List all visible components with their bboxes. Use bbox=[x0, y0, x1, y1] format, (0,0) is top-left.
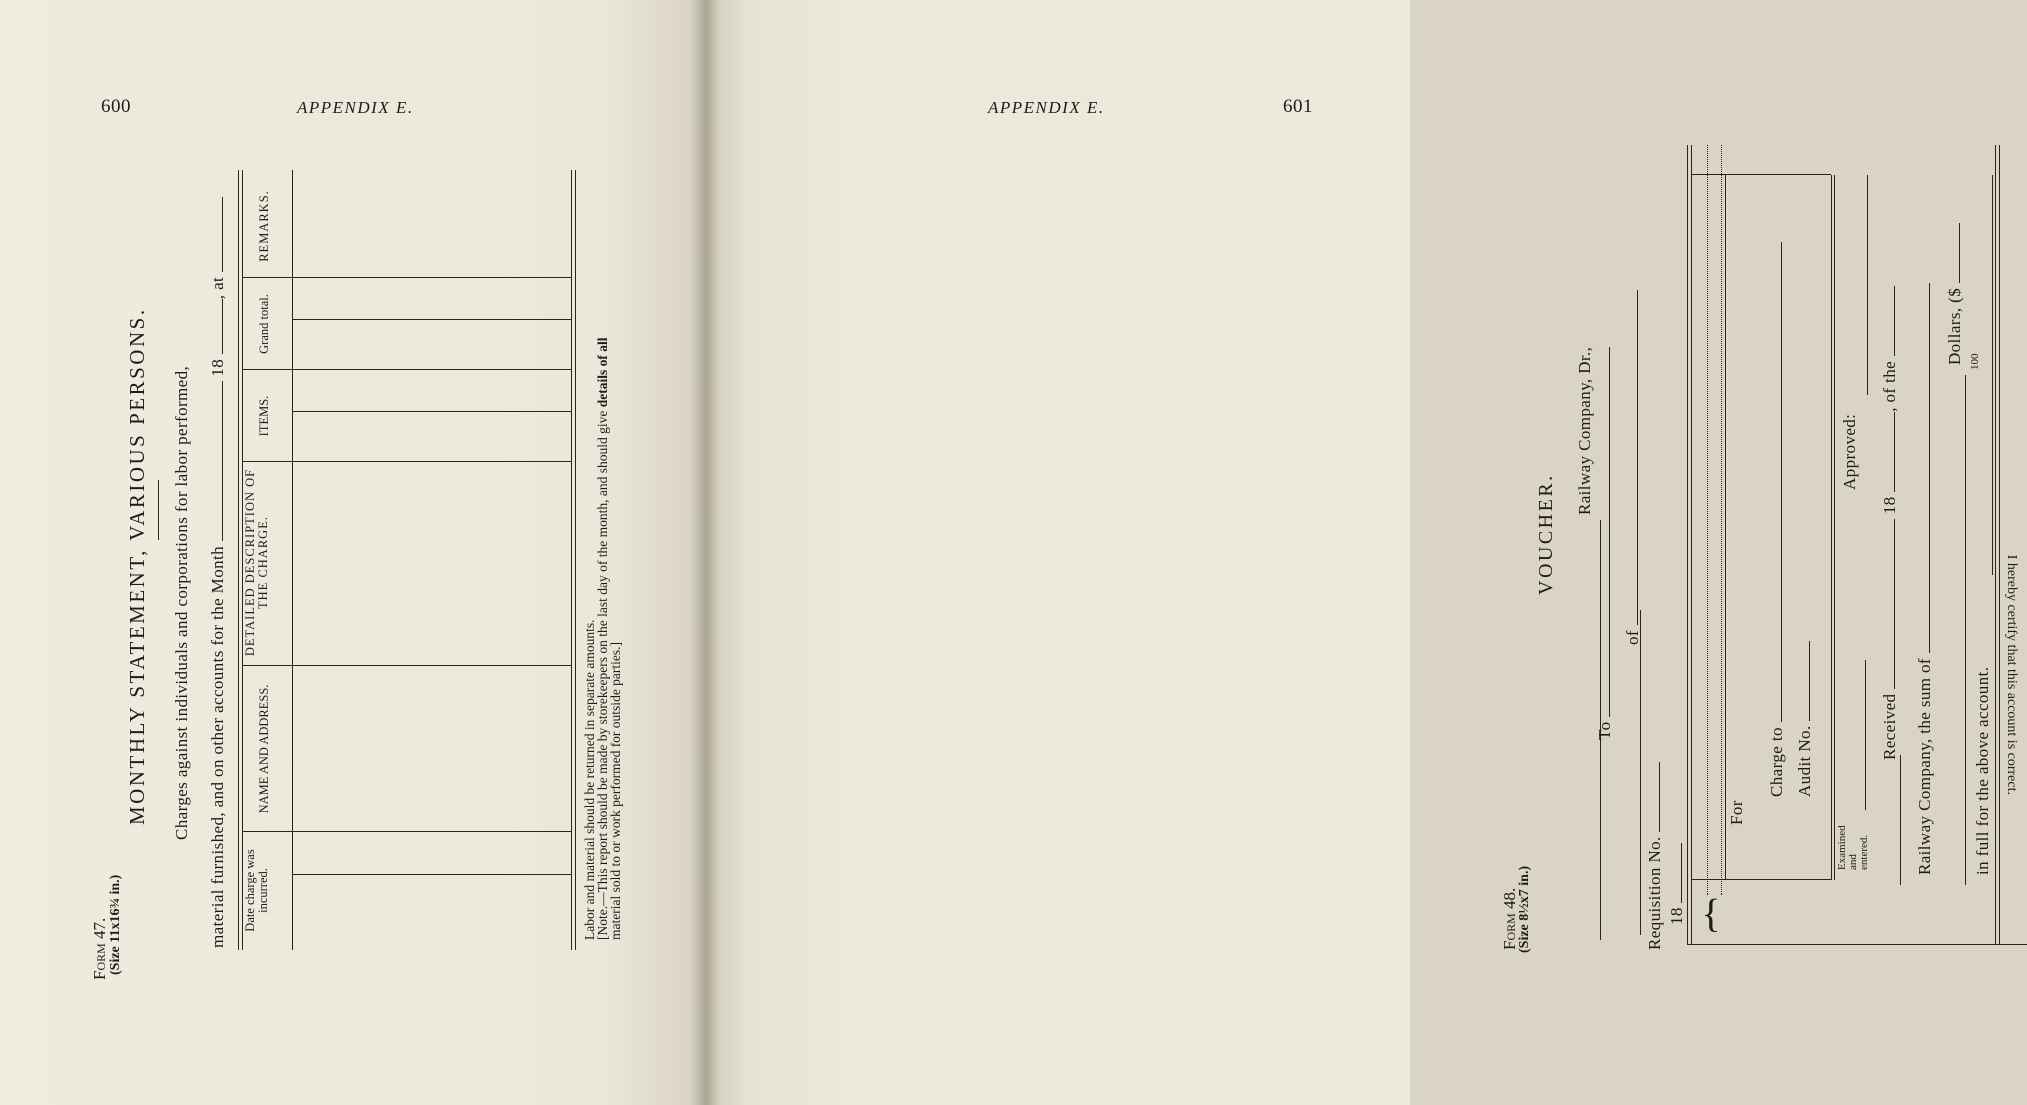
form-47-title: MONTHLY STATEMENT, VARIOUS PERSONS. bbox=[125, 307, 149, 825]
of-line bbox=[1623, 290, 1643, 645]
line2-text-a: material furnished, and on other accounts for the Month bbox=[208, 545, 227, 948]
book-gutter bbox=[690, 0, 720, 1105]
audit-no-line bbox=[1795, 641, 1815, 797]
right-page bbox=[705, 0, 2019, 1105]
form-48-title: VOUCHER. bbox=[1535, 473, 1557, 595]
certify-line: I hereby certify that this account is correct. bbox=[2004, 554, 2019, 795]
requisition-date-line bbox=[1667, 843, 1687, 925]
requisition-line bbox=[1645, 762, 1665, 950]
right-running-head: APPENDIX E. bbox=[988, 98, 1105, 117]
box-right bbox=[1691, 174, 1831, 175]
requisition-label: Requisition No. bbox=[1645, 836, 1664, 950]
table-bottom-rule-2 bbox=[575, 170, 576, 950]
form-48 bbox=[1495, 145, 2025, 975]
note-2-bold: details of all bbox=[595, 337, 610, 408]
left-page bbox=[0, 0, 705, 1105]
right-page-number: 601 bbox=[1283, 96, 1313, 117]
received-year: 18 bbox=[1880, 496, 1899, 515]
audit-no-blank[interactable] bbox=[1808, 641, 1810, 721]
col-header-grand-total: Grand total. bbox=[257, 294, 271, 354]
of-the-blank[interactable] bbox=[1893, 286, 1895, 356]
dollars-line bbox=[1945, 223, 1965, 365]
sum-blank[interactable] bbox=[1928, 283, 1930, 653]
line2-text-b: 18 bbox=[208, 358, 227, 377]
box-rule-2 bbox=[1831, 175, 1832, 880]
box-rule-3 bbox=[1834, 175, 1835, 880]
received-date-blank[interactable] bbox=[1900, 755, 1901, 885]
place-blank[interactable] bbox=[221, 197, 223, 272]
charge-to-label: Charge to bbox=[1767, 727, 1786, 797]
col-sep-5 bbox=[242, 277, 572, 278]
dollar-paren: ($ bbox=[1945, 287, 1964, 303]
note-1: Labor and material should be returned in separate amounts. bbox=[582, 619, 597, 940]
frame-bottom-rule-2 bbox=[1999, 145, 2000, 945]
requisition-year: 18 bbox=[1667, 907, 1686, 925]
to-blank[interactable] bbox=[1608, 347, 1610, 717]
form-47-number: Form 47. bbox=[90, 917, 109, 980]
in-full-line: in full for the above account. bbox=[1973, 666, 1992, 875]
left-page-number: 600 bbox=[101, 96, 131, 117]
frame-top-rule bbox=[1687, 145, 1688, 945]
note-2-text: [Note.—This report should be made by storekeepers on the last day of the month, and should give bbox=[595, 410, 610, 940]
address-blank[interactable] bbox=[1640, 610, 1641, 935]
col-header-name: NAME AND ADDRESS. bbox=[257, 684, 271, 814]
guide-total bbox=[292, 319, 572, 320]
approved-label: Approved: bbox=[1840, 413, 1859, 490]
title-rule bbox=[158, 480, 159, 540]
frame-top-rule-2 bbox=[1691, 145, 1692, 945]
form-47-size: (Size 11x16¾ in.) bbox=[108, 874, 123, 975]
requisition-year-blank[interactable] bbox=[1680, 843, 1682, 903]
to-label: To bbox=[1595, 721, 1614, 740]
signature-blank[interactable] bbox=[1992, 175, 1993, 575]
approved-blank[interactable] bbox=[1867, 175, 1868, 395]
form-48-number: Form 48. bbox=[1500, 887, 1519, 950]
year-blank[interactable] bbox=[221, 299, 223, 354]
frame-bottom-rule bbox=[1995, 145, 1996, 945]
charge-to-blank[interactable] bbox=[1780, 242, 1782, 722]
frame-left-rule bbox=[1687, 944, 2027, 945]
amount-words-blank[interactable] bbox=[1965, 375, 1966, 885]
col-header-description: DETAILED DESCRIPTION OF THE CHARGE. bbox=[243, 468, 270, 657]
for-line: For bbox=[1727, 800, 1746, 825]
of-blank[interactable] bbox=[1636, 290, 1638, 625]
of-the-label: , of the bbox=[1880, 360, 1899, 412]
month-blank[interactable] bbox=[221, 381, 223, 541]
of-label: of bbox=[1623, 630, 1642, 645]
note-3: material sold to or work performed for outside parties.] bbox=[608, 641, 623, 940]
hundredths: 100 bbox=[1969, 353, 1981, 370]
received-blank[interactable] bbox=[1893, 519, 1895, 689]
sum-line bbox=[1915, 283, 1935, 875]
railway-company-dr: Railway Company, Dr., bbox=[1575, 346, 1594, 515]
table-header-rule bbox=[292, 170, 293, 950]
dollars-label: Dollars, bbox=[1945, 307, 1964, 365]
table-bottom-rule bbox=[571, 170, 572, 950]
box-rule-1 bbox=[1725, 175, 1726, 880]
to-line bbox=[1595, 347, 1615, 740]
col-header-remarks: REMARKS. bbox=[257, 190, 271, 262]
charge-to-line bbox=[1767, 242, 1787, 797]
railway-sum-label: Railway Company, the sum of bbox=[1915, 658, 1934, 875]
box-left bbox=[1691, 879, 1831, 880]
col-sep-4 bbox=[242, 369, 572, 370]
guide-items bbox=[292, 411, 572, 412]
received-label: Received bbox=[1880, 693, 1899, 760]
form-47-line2 bbox=[208, 197, 228, 948]
requisition-blank[interactable] bbox=[1658, 762, 1660, 832]
entered-word: entered. bbox=[1858, 834, 1870, 870]
col-header-items: ITEMS. bbox=[257, 395, 271, 437]
col-sep-3 bbox=[242, 461, 572, 462]
dotted-line-2 bbox=[1721, 145, 1722, 895]
dollar-amount-blank[interactable] bbox=[1958, 223, 1960, 283]
form-47-line1: Charges against individuals and corporations for labor performed, bbox=[172, 365, 191, 840]
table-top-rule bbox=[238, 170, 239, 950]
line2-text-c: , at bbox=[208, 276, 227, 300]
dotted-line-1 bbox=[1707, 145, 1708, 895]
form-48-size: (Size 8½x7 in.) bbox=[1517, 865, 1532, 953]
form-47 bbox=[80, 140, 623, 1000]
received-line bbox=[1880, 286, 1900, 760]
left-running-head: APPENDIX E. bbox=[297, 98, 414, 117]
col-sep-2 bbox=[242, 665, 572, 666]
audit-no-label: Audit No. bbox=[1795, 725, 1814, 797]
examined-blank[interactable] bbox=[1865, 660, 1866, 810]
examined-word: Examined bbox=[1836, 825, 1848, 870]
and-word: and bbox=[1847, 854, 1859, 870]
guide-date bbox=[292, 874, 572, 875]
col-header-date: Date charge was incurred. bbox=[243, 849, 270, 932]
brace-left: { bbox=[1701, 890, 1721, 936]
received-year-blank[interactable] bbox=[1893, 412, 1895, 492]
col-sep-1 bbox=[242, 831, 572, 832]
examined-entered bbox=[1837, 825, 1870, 870]
